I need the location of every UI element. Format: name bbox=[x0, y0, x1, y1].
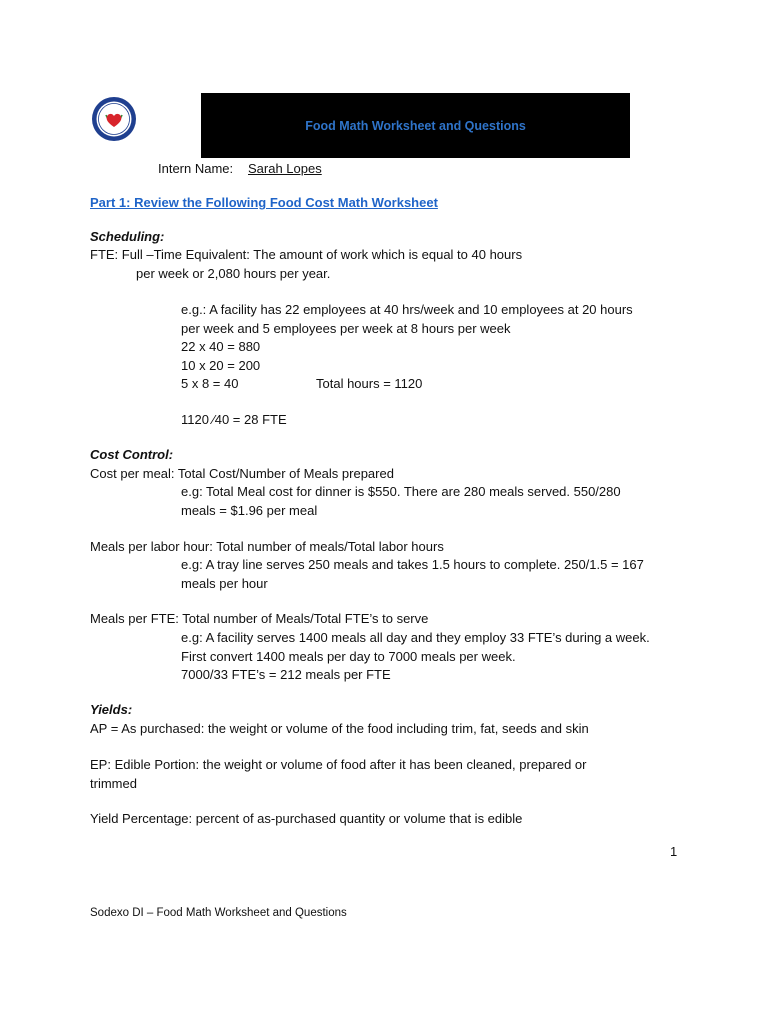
part1-heading: Part 1: Review the Following Food Cost Math Worksheet bbox=[90, 195, 438, 210]
page-number: 1 bbox=[670, 844, 678, 859]
edible-portion-definition-1: EP: Edible Portion: the weight or volume of food after it has been cleaned, prepared or bbox=[90, 757, 587, 772]
page-footer: Sodexo DI – Food Math Worksheet and Questions bbox=[90, 907, 347, 919]
title-banner bbox=[201, 93, 630, 158]
intern-name-value: Sarah Lopes bbox=[248, 161, 322, 176]
fte-calc-3: 5 x 8 = 40 bbox=[181, 376, 239, 391]
intern-name-label: Intern Name: bbox=[158, 161, 234, 176]
document-title: Food Math Worksheet and Questions bbox=[305, 118, 526, 133]
yields-heading: Yields: bbox=[90, 702, 133, 717]
fte-example-line-2: per week and 5 employees per week at 8 hours per week bbox=[181, 321, 511, 336]
edible-portion-definition-2: trimmed bbox=[90, 776, 137, 791]
meals-per-labor-hour-definition: Meals per labor hour: Total number of meals/Total labor hours bbox=[90, 539, 444, 554]
cost-per-meal-example-1: e.g: Total Meal cost for dinner is $550. There are 280 meals served. 550/280 bbox=[181, 484, 621, 499]
scheduling-heading: Scheduling: bbox=[90, 229, 165, 244]
as-purchased-definition: AP = As purchased: the weight or volume of the food including trim, fat, seeds and skin bbox=[90, 721, 589, 736]
meals-per-labor-hour-example-1: e.g: A tray line serves 250 meals and takes 1.5 hours to complete. 250/1.5 = 167 bbox=[181, 557, 644, 572]
meals-per-labor-hour-example-2: meals per hour bbox=[181, 576, 268, 591]
meals-per-fte-example-2: First convert 1400 meals per day to 7000 meals per week. bbox=[181, 649, 516, 664]
cost-per-meal-definition: Cost per meal: Total Cost/Number of Meals prepared bbox=[90, 466, 394, 481]
fte-total-hours: Total hours = 1120 bbox=[316, 376, 423, 391]
meals-per-fte-definition: Meals per FTE: Total number of Meals/Total FTE’s to serve bbox=[90, 611, 429, 626]
cost-per-meal-example-2: meals = $1.96 per meal bbox=[181, 503, 318, 518]
fte-definition-line-2: per week or 2,080 hours per year. bbox=[136, 266, 331, 281]
fte-result: 1120 ⁄40 = 28 FTE bbox=[181, 412, 287, 427]
cost-control-heading: Cost Control: bbox=[90, 447, 174, 462]
sodexo-dietetic-internship-logo-icon bbox=[91, 96, 137, 142]
yield-percentage-definition: Yield Percentage: percent of as-purchased quantity or volume that is edible bbox=[90, 811, 523, 826]
fte-calc-2: 10 x 20 = 200 bbox=[181, 358, 261, 373]
meals-per-fte-example-3: 7000/33 FTE’s = 212 meals per FTE bbox=[181, 667, 391, 682]
meals-per-fte-example-1: e.g: A facility serves 1400 meals all day and they employ 33 FTE’s during a week. bbox=[181, 630, 650, 645]
fte-definition-line-1: FTE: Full –Time Equivalent: The amount of work which is equal to 40 hours bbox=[90, 247, 523, 262]
fte-example-line-1: e.g.: A facility has 22 employees at 40 hrs/week and 10 employees at 20 hours bbox=[181, 302, 633, 317]
fte-calc-1: 22 x 40 = 880 bbox=[181, 339, 261, 354]
